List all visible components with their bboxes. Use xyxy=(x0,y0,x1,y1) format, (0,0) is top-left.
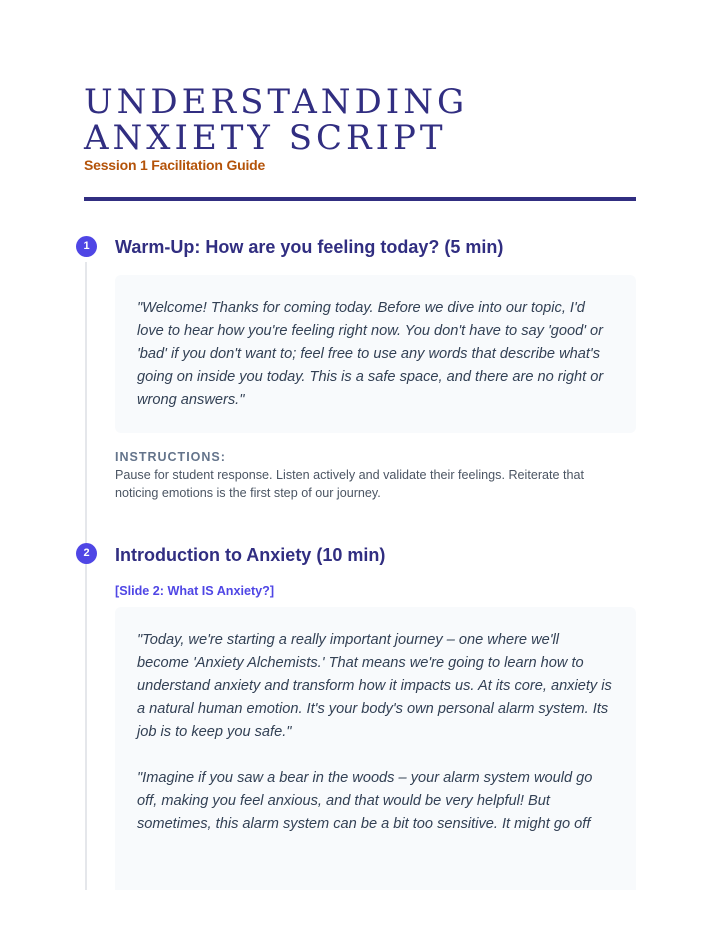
document-subtitle: Session 1 Facilitation Guide xyxy=(84,157,266,173)
header-divider xyxy=(84,197,636,201)
timeline-line xyxy=(85,262,87,890)
section-2-script-paragraph-2: "Imagine if you saw a bear in the woods – your alarm system would go off, making you feel anxious, and that would be very helpful! But sometimes, this alarm system can be a bit too sensitive. It might go off xyxy=(137,770,593,832)
section-2-script-box xyxy=(115,607,636,890)
section-1-title: Warm-Up: How are you feeling today? (5 min) xyxy=(115,237,504,257)
section-2-slide-note: [Slide 2: What IS Anxiety?] xyxy=(115,584,275,598)
section-1-instructions-text: Pause for student response. Listen actively and validate their feelings. Reiterate that noticing emotions is the first step of our journey. xyxy=(115,468,585,500)
section-1-number-badge: 1 xyxy=(76,236,97,257)
document-title: UNDERSTANDING ANXIETY SCRIPT xyxy=(84,82,469,158)
section-2-number-badge: 2 xyxy=(76,543,97,564)
section-1-instructions-label: INSTRUCTIONS: xyxy=(115,450,226,464)
section-1-script-box xyxy=(115,275,636,433)
section-2-title: Introduction to Anxiety (10 min) xyxy=(115,545,386,565)
section-2-script-paragraph-1: "Today, we're starting a really important journey – one where we'll become 'Anxiety Alchemists.' That means we're going to learn how to understand anxiety and transform how it impacts us. At its core, anxiety is a natural human emotion. It's your body's own personal alarm system. Its job is to keep you safe." xyxy=(137,632,612,740)
section-1-script-paragraph: "Welcome! Thanks for coming today. Before we dive into our topic, I'd love to hear how you're feeling right now. You don't have to say 'good' or 'bad' if you don't want to; feel free to use any words that describe what's going on inside you today. This is a safe space, and there are no right or wrong answers." xyxy=(137,300,604,408)
